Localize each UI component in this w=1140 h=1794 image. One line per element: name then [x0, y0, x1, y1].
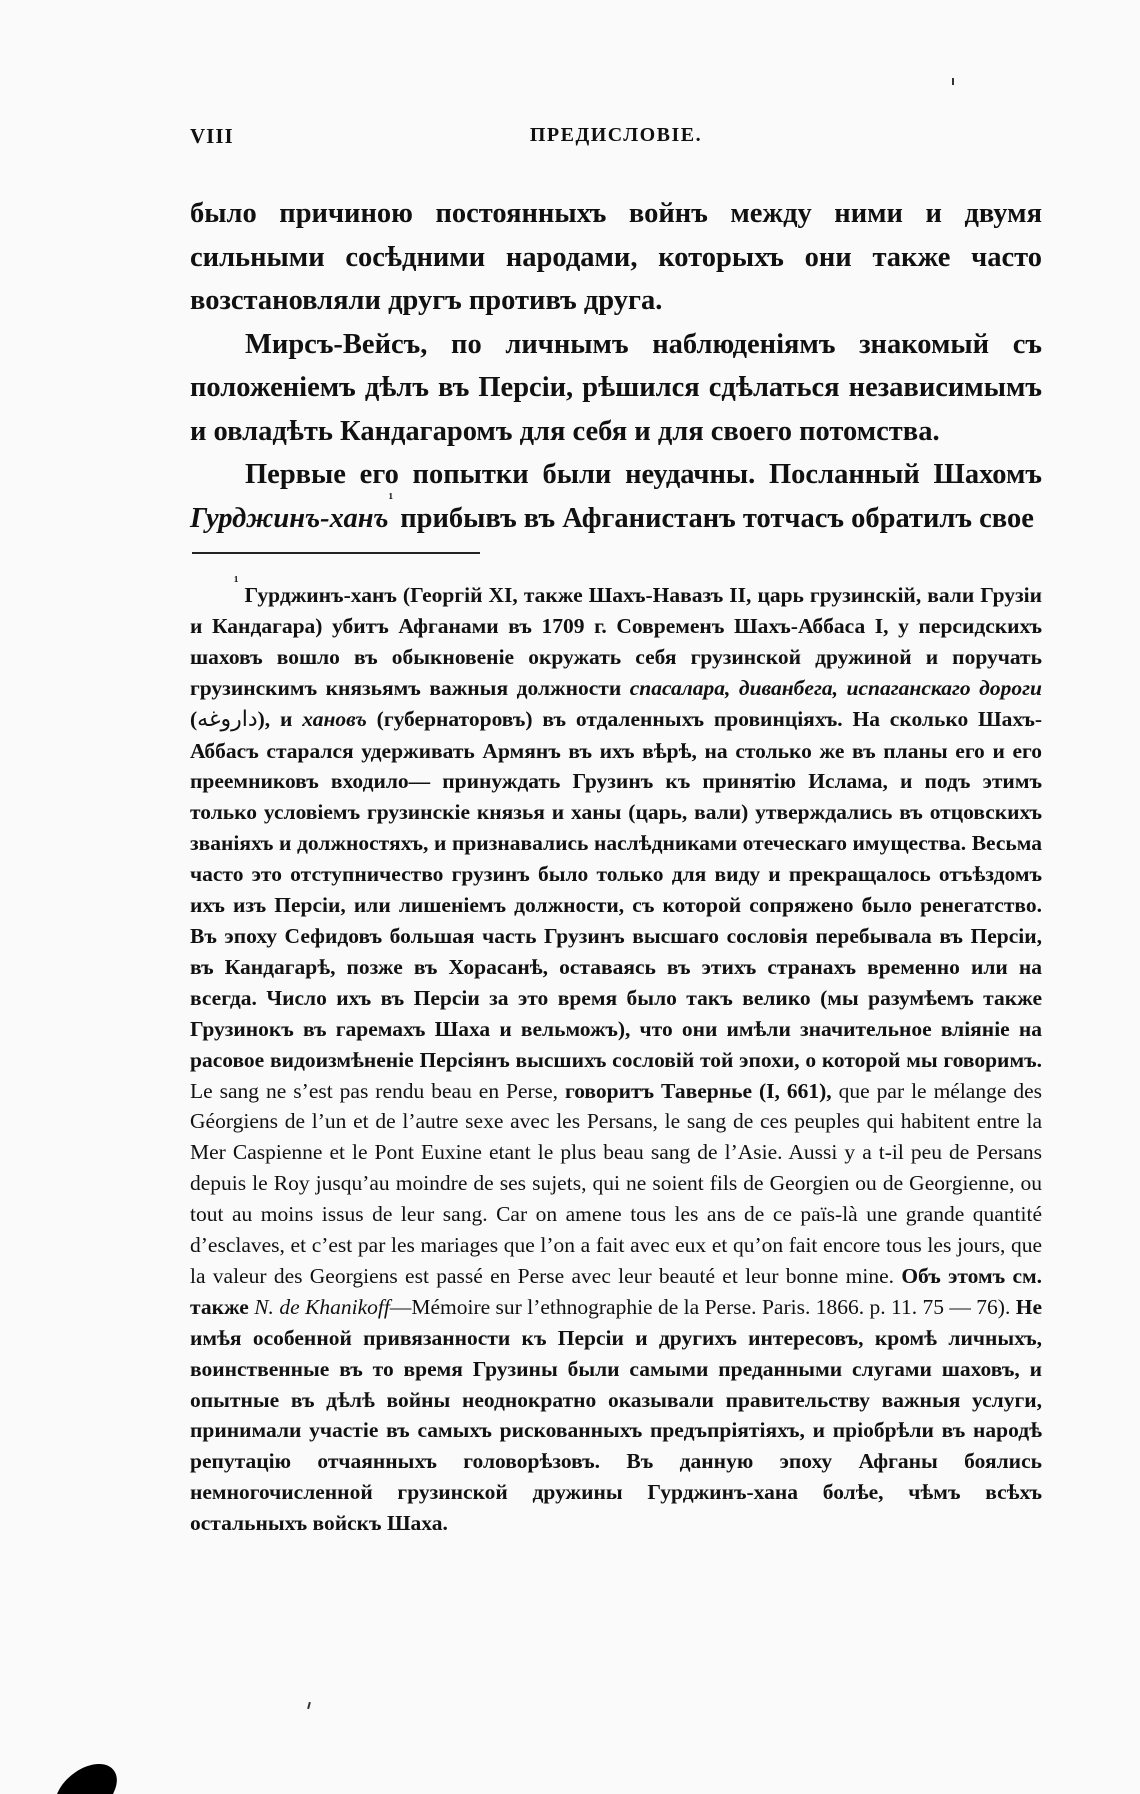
- footnote-paren-open: (: [190, 706, 198, 731]
- page-number: VIII: [190, 124, 234, 148]
- paragraph-3: [190, 453, 1042, 540]
- paragraph-3-start: Первые его попытки были неудачны. Посланный Шахомъ: [245, 459, 1042, 490]
- french-quote: que par le mélange des Géorgiens de l’un et de l’autre sexe avec les Persans, le sang de ces peuples qui habitent entre la Mer Caspienne et le Pont Euxine etant le plus beau sang de l’Asie. Aussi y a t-il peu de Persans depuis le Roy jusqu’au moindre de ses sujets, qui ne soient fils de Georgien ou de Georgienne, ou tout au moins issus de leur sang. Car on amene tous les ans de ce païs-là une grande quantité d’esclaves, et c’est par les mariages que l’on a fait avec eux et qu’on fait encore tous les jours, que la valeur des Georgiens est passé en Perse avec leur beauté et leur bonne mine.: [190, 1078, 1043, 1288]
- running-title: ПРЕДИСЛОВІЕ.: [529, 124, 703, 146]
- footnote-marker: ¹: [234, 574, 239, 590]
- main-text: [190, 192, 1042, 540]
- footnote-text: (губернаторовъ) въ отдаленныхъ провинціяхъ. На сколько Шахъ-Аббасъ старался удерживать Армянъ въ ихъ вѣрѣ, на столько же въ планы его и его преемниковъ входило— принуждать Грузинъ къ принятію Ислама, и подъ этимъ только условіемъ грузинскіе князья и ханы (царь, вали) утверждались въ отцовскихъ званіяхъ и должностяхъ, и признавались наслѣдниками отеческаго имущества. Весьма часто это отступничество грузинъ было только для виду и прекращалось отъѣздомъ ихъ изъ Персіи, или лишеніемъ должности, съ которой сопряжено было ренегатство. Въ эпоху Сефидовъ большая часть Грузинъ высшаго сословія перебывала въ Персіи, въ Кандагарѣ, позже въ Хорасанѣ, оставаясь въ этихъ странахъ временно или на всегда. Число ихъ въ Персіи за это время было такъ велико (мы разумѣемъ также Грузинокъ въ гаремахъ Шаха и вельможъ), что они имѣли значительное вліяніе на расовое видоизмѣненіе Персіянъ высшихъ сословій той эпохи, о которой мы говоримъ.: [190, 706, 1043, 1072]
- cited-author: N. de Khanikoff: [254, 1294, 390, 1319]
- paragraph-1: было причиною постоянныхъ войнъ между ними и двумя сильными сосѣдними народами, которыхъ они также часто возстановляли другъ противъ друга.: [190, 198, 1042, 316]
- footnote-text: Не имѣя особенной привязанности къ Персіи и другихъ интересовъ, кромѣ личныхъ, воинственные въ то время Грузины были самыми преданными слугами шаховъ, и опытные въ дѣлѣ войны неоднократно оказывали правительству важныя услуги, принимали участіе въ самыхъ рискованныхъ предъпріятіяхъ, и пріобрѣли въ народѣ репутацію отчаянныхъ головорѣзовъ. Въ данную эпоху Афганы боялись немногочисленной грузинской дружины Гурджинъ-хана болѣе, чѣмъ всѣхъ остальныхъ войскъ Шаха.: [190, 1294, 1043, 1536]
- footnote: [190, 574, 1043, 1539]
- footnote-1: [190, 574, 1043, 1539]
- scan-speck: [952, 78, 954, 85]
- scan-speck: [307, 1702, 311, 1709]
- footnote-text: Гурджинъ-ханъ (Георгій XI, также Шахъ-Навазъ II, царь грузинскій, вали Грузіи и Кандагара) убитъ Афганами въ 1709 г. Современъ Шахъ-Аббаса I, у персидскихъ шаховъ вошло въ обыкновеніе окружать себя грузинской дружиной и поручать грузинскимъ князьямъ важныя должности: [190, 583, 1043, 700]
- footnote-paren-close: ),: [257, 706, 271, 731]
- footnote-italic-titles: спасалара, диванбега, испаганскаго дороги: [629, 675, 1042, 700]
- footnote-separator: [192, 552, 480, 554]
- footnote-text: говоритъ Тавернье (I, 661),: [564, 1078, 832, 1103]
- footnote-reference: ¹: [388, 490, 394, 507]
- arabic-term: داروغه: [197, 706, 258, 732]
- footnote-italic-khans: хановъ: [302, 706, 367, 731]
- gurdzhin-khan-name: Гурджинъ-ханъ: [190, 502, 389, 534]
- citation: —Mémoire sur l’ethnographie de la Perse. Paris. 1866. p. 11. 75 — 76).: [389, 1294, 1011, 1319]
- footnote-text: и: [280, 706, 293, 731]
- paragraph-2: Мирсъ-Вейсъ, по личнымъ наблюденіямъ знакомый съ положеніемъ дѣлъ въ Персіи, рѣшился сдѣлаться независимымъ и овладѣть Кандагаромъ для себя и для своего потомства.: [190, 328, 1042, 447]
- scan-ink-blot: [57, 1764, 127, 1794]
- footnote-text: Объ этомъ см. также: [190, 1263, 1043, 1319]
- paragraph-3-end: прибывъ въ Афганистанъ тотчасъ обратилъ свое: [400, 502, 1034, 534]
- page-header: [190, 124, 1042, 154]
- french-quote: Le sang ne s’est pas rendu beau en Perse,: [190, 1078, 558, 1103]
